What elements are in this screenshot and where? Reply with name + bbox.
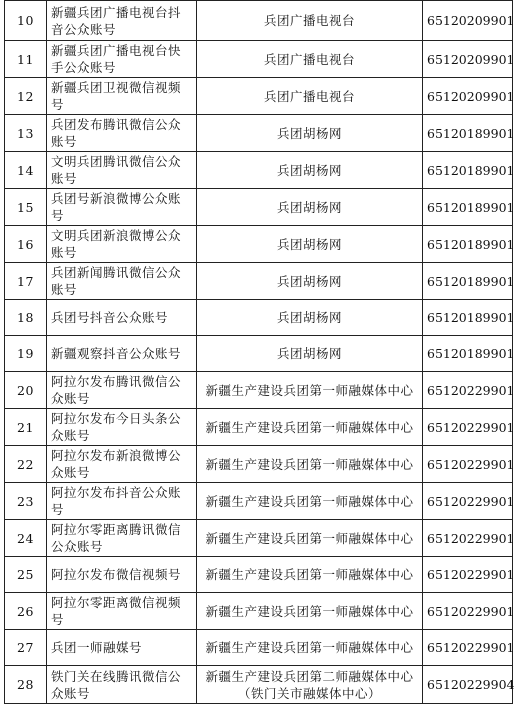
operating-organization: 新疆生产建设兵团第一师融媒体中心 [197,593,423,630]
account-name: 兵团号新浪微博公众账号 [47,189,197,226]
operating-organization: 新疆生产建设兵团第二师融媒体中心（铁门关市融媒体中心） [197,666,423,704]
account-name: 阿拉尔零距离腾讯微信公众账号 [47,520,197,557]
table-row [5,152,513,189]
operating-organization: 兵团胡杨网 [197,336,423,372]
registration-code: 65120189901 [423,300,513,336]
registration-code: 65120189901 [423,226,513,263]
registration-code: 65120189901 [423,152,513,189]
row-number: 18 [5,300,47,336]
account-name: 兵团号抖音公众账号 [47,300,197,336]
row-number: 16 [5,226,47,263]
operating-organization: 兵团胡杨网 [197,300,423,336]
registration-code: 65120209901 [423,78,513,115]
row-number: 20 [5,372,47,409]
operating-organization: 新疆生产建设兵团第一师融媒体中心 [197,630,423,666]
operating-organization: 新疆生产建设兵团第一师融媒体中心 [197,557,423,593]
table-row [5,115,513,152]
operating-organization: 兵团胡杨网 [197,152,423,189]
operating-organization: 新疆生产建设兵团第一师融媒体中心 [197,446,423,483]
operating-organization: 新疆生产建设兵团第一师融媒体中心 [197,520,423,557]
table-row [5,446,513,483]
table-row [5,1,513,41]
table-row [5,409,513,446]
account-name: 兵团发布腾讯微信公众账号 [47,115,197,152]
registration-code: 65120229901 [423,483,513,520]
account-name: 阿拉尔发布新浪微博公众账号 [47,446,197,483]
registration-code: 65120229901 [423,372,513,409]
row-number: 21 [5,409,47,446]
row-number: 24 [5,520,47,557]
row-number: 22 [5,446,47,483]
registration-code: 65120189901 [423,336,513,372]
account-name: 阿拉尔发布腾讯微信公众账号 [47,372,197,409]
operating-organization: 新疆生产建设兵团第一师融媒体中心 [197,483,423,520]
table-row [5,336,513,372]
operating-organization: 兵团广播电视台 [197,41,423,78]
operating-organization: 兵团胡杨网 [197,226,423,263]
account-name: 阿拉尔零距离微信视频号 [47,593,197,630]
registration-code: 65120229901 [423,446,513,483]
table-row [5,41,513,78]
table-row [5,189,513,226]
table-row [5,483,513,520]
operating-organization: 兵团胡杨网 [197,263,423,300]
table-row [5,557,513,593]
account-name: 新疆观察抖音公众账号 [47,336,197,372]
row-number: 14 [5,152,47,189]
registration-code: 65120229901 [423,520,513,557]
account-name: 兵团新闻腾讯微信公众账号 [47,263,197,300]
registration-code: 65120229901 [423,593,513,630]
operating-organization: 新疆生产建设兵团第一师融媒体中心 [197,372,423,409]
table-row [5,520,513,557]
table-row [5,226,513,263]
table-row [5,630,513,666]
account-name: 文明兵团腾讯微信公众账号 [47,152,197,189]
row-number: 12 [5,78,47,115]
media-account-table [4,0,513,704]
operating-organization: 兵团胡杨网 [197,115,423,152]
row-number: 23 [5,483,47,520]
row-number: 28 [5,666,47,704]
registration-code: 65120229901 [423,630,513,666]
table-row [5,666,513,704]
table-body [5,1,513,704]
row-number: 15 [5,189,47,226]
table-row [5,263,513,300]
row-number: 25 [5,557,47,593]
row-number: 26 [5,593,47,630]
account-name: 新疆兵团广播电视台抖音公众账号 [47,1,197,41]
account-name: 新疆兵团卫视微信视频号 [47,78,197,115]
operating-organization: 兵团广播电视台 [197,78,423,115]
table-row [5,78,513,115]
row-number: 17 [5,263,47,300]
table-row [5,372,513,409]
operating-organization: 兵团胡杨网 [197,189,423,226]
registration-code: 65120229901 [423,409,513,446]
account-name: 铁门关在线腾讯微信公众账号 [47,666,197,704]
account-name: 阿拉尔发布抖音公众账号 [47,483,197,520]
registration-code: 65120189901 [423,115,513,152]
account-name: 阿拉尔发布微信视频号 [47,557,197,593]
row-number: 13 [5,115,47,152]
row-number: 11 [5,41,47,78]
registration-code: 65120229901 [423,557,513,593]
account-name: 文明兵团新浪微博公众账号 [47,226,197,263]
account-name: 阿拉尔发布今日头条公众账号 [47,409,197,446]
row-number: 27 [5,630,47,666]
registration-code: 65120189901 [423,189,513,226]
registration-code: 65120209901 [423,1,513,41]
row-number: 19 [5,336,47,372]
registration-code: 65120229904 [423,666,513,704]
operating-organization: 兵团广播电视台 [197,1,423,41]
registration-code: 65120209901 [423,41,513,78]
registration-code: 65120189901 [423,263,513,300]
account-name: 新疆兵团广播电视台快手公众账号 [47,41,197,78]
table-row [5,593,513,630]
row-number: 10 [5,1,47,41]
table-row [5,300,513,336]
account-name: 兵团一师融媒号 [47,630,197,666]
operating-organization: 新疆生产建设兵团第一师融媒体中心 [197,409,423,446]
